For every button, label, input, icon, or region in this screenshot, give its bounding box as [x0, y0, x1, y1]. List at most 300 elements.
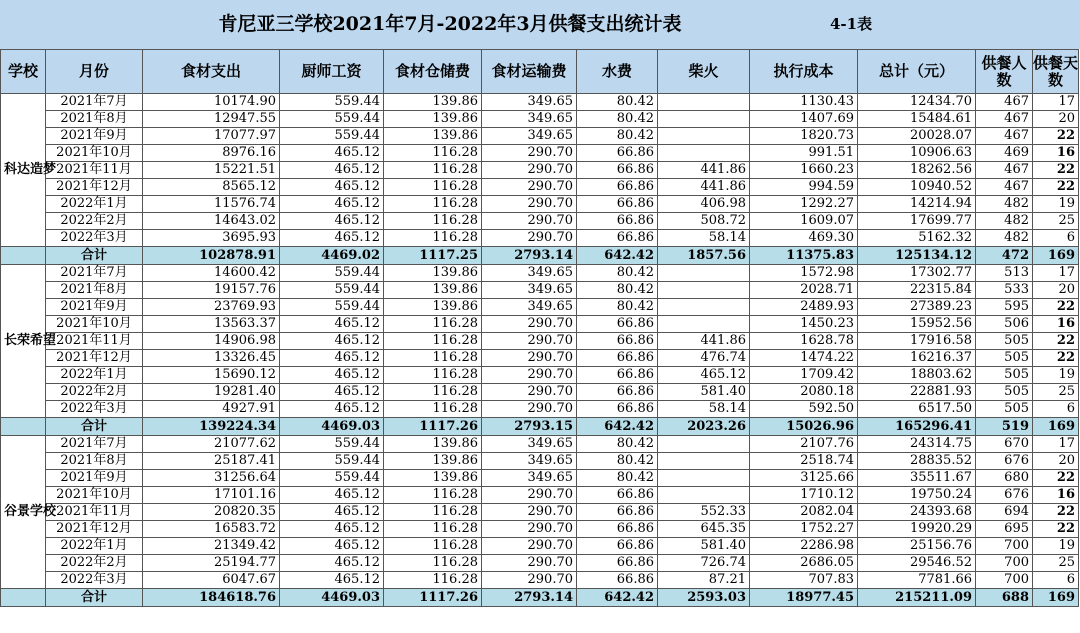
firewood-cell	[658, 145, 750, 162]
meal-days-cell: 16	[1033, 316, 1079, 333]
cook-wage-cell: 559.44	[280, 470, 384, 487]
water-fee-cell: 642.42	[577, 589, 658, 607]
meal-days-cell: 17	[1033, 265, 1079, 282]
food-cost-cell: 21349.42	[143, 538, 280, 555]
storage-fee-cell: 116.28	[384, 230, 482, 247]
meal-days-cell: 17	[1033, 94, 1079, 111]
storage-fee-cell: 1117.25	[384, 247, 482, 265]
header-cell: 厨师工资	[280, 50, 384, 94]
transport-fee-cell: 349.65	[482, 265, 577, 282]
meal-people-cell: 482	[976, 213, 1033, 230]
month-cell: 合计	[46, 247, 143, 265]
storage-fee-cell: 116.28	[384, 384, 482, 401]
month-cell: 2021年9月	[46, 299, 143, 316]
storage-fee-cell: 116.28	[384, 179, 482, 196]
water-fee-cell: 66.86	[577, 162, 658, 179]
food-cost-cell: 31256.64	[143, 470, 280, 487]
exec-cost-cell: 18977.45	[750, 589, 858, 607]
food-cost-cell: 17101.16	[143, 487, 280, 504]
table-row	[1, 179, 1079, 196]
cook-wage-cell: 465.12	[280, 555, 384, 572]
table-body	[1, 94, 1079, 607]
exec-cost-cell: 592.50	[750, 401, 858, 418]
food-cost-cell: 11576.74	[143, 196, 280, 213]
title-bar	[0, 0, 1080, 49]
firewood-cell	[658, 453, 750, 470]
month-cell: 2021年9月	[46, 128, 143, 145]
storage-fee-cell: 116.28	[384, 196, 482, 213]
total-row	[1, 247, 1079, 265]
meal-people-cell: 467	[976, 128, 1033, 145]
firewood-cell: 441.86	[658, 333, 750, 350]
cook-wage-cell: 559.44	[280, 265, 384, 282]
meal-days-cell: 169	[1033, 589, 1079, 607]
meal-people-cell: 505	[976, 333, 1033, 350]
total-cell: 10906.63	[858, 145, 976, 162]
food-cost-cell: 21077.62	[143, 436, 280, 453]
header-cell: 学校	[1, 50, 46, 94]
meal-days-cell: 22	[1033, 350, 1079, 367]
month-cell: 2021年12月	[46, 350, 143, 367]
cook-wage-cell: 559.44	[280, 128, 384, 145]
header-cell: 执行成本	[750, 50, 858, 94]
storage-fee-cell: 139.86	[384, 265, 482, 282]
table-row	[1, 213, 1079, 230]
water-fee-cell: 66.86	[577, 179, 658, 196]
food-cost-cell: 3695.93	[143, 230, 280, 247]
meal-days-cell: 22	[1033, 299, 1079, 316]
meal-people-cell: 467	[976, 179, 1033, 196]
storage-fee-cell: 116.28	[384, 401, 482, 418]
month-cell: 合计	[46, 589, 143, 607]
water-fee-cell: 66.86	[577, 213, 658, 230]
firewood-cell	[658, 282, 750, 299]
exec-cost-cell: 2286.98	[750, 538, 858, 555]
firewood-cell: 645.35	[658, 521, 750, 538]
blank-cell	[1, 247, 46, 265]
cook-wage-cell: 465.12	[280, 196, 384, 213]
total-cell: 22881.93	[858, 384, 976, 401]
water-fee-cell: 80.42	[577, 470, 658, 487]
meal-days-cell: 20	[1033, 453, 1079, 470]
exec-cost-cell: 1450.23	[750, 316, 858, 333]
cook-wage-cell: 559.44	[280, 111, 384, 128]
exec-cost-cell: 2518.74	[750, 453, 858, 470]
water-fee-cell: 66.86	[577, 384, 658, 401]
transport-fee-cell: 290.70	[482, 350, 577, 367]
meal-days-cell: 19	[1033, 367, 1079, 384]
header-cell: 月份	[46, 50, 143, 94]
total-cell: 25156.76	[858, 538, 976, 555]
food-cost-cell: 10174.90	[143, 94, 280, 111]
meal-days-cell: 169	[1033, 247, 1079, 265]
transport-fee-cell: 349.65	[482, 436, 577, 453]
transport-fee-cell: 290.70	[482, 538, 577, 555]
meal-days-cell: 20	[1033, 282, 1079, 299]
month-cell: 2022年1月	[46, 367, 143, 384]
food-cost-cell: 14906.98	[143, 333, 280, 350]
cook-wage-cell: 465.12	[280, 316, 384, 333]
month-cell: 2022年1月	[46, 538, 143, 555]
transport-fee-cell: 290.70	[482, 384, 577, 401]
table-row	[1, 316, 1079, 333]
firewood-cell	[658, 265, 750, 282]
exec-cost-cell: 15026.96	[750, 418, 858, 436]
month-cell: 2021年8月	[46, 453, 143, 470]
food-cost-cell: 19157.76	[143, 282, 280, 299]
exec-cost-cell: 1130.43	[750, 94, 858, 111]
month-cell: 2021年11月	[46, 333, 143, 350]
storage-fee-cell: 116.28	[384, 487, 482, 504]
firewood-cell: 2593.03	[658, 589, 750, 607]
cook-wage-cell: 465.12	[280, 367, 384, 384]
month-cell: 2021年10月	[46, 487, 143, 504]
school-name-cell: 谷景学校	[1, 436, 46, 589]
exec-cost-cell: 11375.83	[750, 247, 858, 265]
exec-cost-cell: 2028.71	[750, 282, 858, 299]
total-cell: 24314.75	[858, 436, 976, 453]
water-fee-cell: 66.86	[577, 333, 658, 350]
total-cell: 20028.07	[858, 128, 976, 145]
firewood-cell: 58.14	[658, 401, 750, 418]
food-cost-cell: 12947.55	[143, 111, 280, 128]
sheet-title: 肯尼亚三学校2021年7月-2022年3月供餐支出统计表	[218, 13, 682, 35]
table-row	[1, 128, 1079, 145]
storage-fee-cell: 116.28	[384, 367, 482, 384]
month-cell: 2021年9月	[46, 470, 143, 487]
food-cost-cell: 15690.12	[143, 367, 280, 384]
transport-fee-cell: 349.65	[482, 299, 577, 316]
meal-people-cell: 700	[976, 555, 1033, 572]
firewood-cell: 441.86	[658, 179, 750, 196]
exec-cost-cell: 1660.23	[750, 162, 858, 179]
firewood-cell: 726.74	[658, 555, 750, 572]
meal-people-cell: 469	[976, 145, 1033, 162]
meal-days-cell: 25	[1033, 384, 1079, 401]
table-row	[1, 487, 1079, 504]
water-fee-cell: 66.86	[577, 401, 658, 418]
meal-days-cell: 22	[1033, 521, 1079, 538]
exec-cost-cell: 1710.12	[750, 487, 858, 504]
storage-fee-cell: 139.86	[384, 436, 482, 453]
exec-cost-cell: 2080.18	[750, 384, 858, 401]
storage-fee-cell: 116.28	[384, 145, 482, 162]
storage-fee-cell: 139.86	[384, 111, 482, 128]
food-cost-cell: 25187.41	[143, 453, 280, 470]
firewood-cell	[658, 299, 750, 316]
meal-people-cell: 519	[976, 418, 1033, 436]
table-row	[1, 333, 1079, 350]
header-cell: 总计（元）	[858, 50, 976, 94]
cook-wage-cell: 559.44	[280, 299, 384, 316]
transport-fee-cell: 290.70	[482, 213, 577, 230]
meal-days-cell: 22	[1033, 333, 1079, 350]
food-cost-cell: 4927.91	[143, 401, 280, 418]
total-cell: 27389.23	[858, 299, 976, 316]
table-row	[1, 367, 1079, 384]
meal-days-cell: 22	[1033, 162, 1079, 179]
cook-wage-cell: 465.12	[280, 401, 384, 418]
meal-people-cell: 533	[976, 282, 1033, 299]
cook-wage-cell: 465.12	[280, 521, 384, 538]
header-row	[1, 50, 1079, 94]
firewood-cell: 581.40	[658, 384, 750, 401]
water-fee-cell: 66.86	[577, 230, 658, 247]
water-fee-cell: 66.86	[577, 555, 658, 572]
month-cell: 2021年8月	[46, 111, 143, 128]
storage-fee-cell: 1117.26	[384, 589, 482, 607]
storage-fee-cell: 139.86	[384, 282, 482, 299]
exec-cost-cell: 1709.42	[750, 367, 858, 384]
header-cell: 供餐人数	[976, 50, 1033, 94]
table-row	[1, 282, 1079, 299]
exec-cost-cell: 1292.27	[750, 196, 858, 213]
storage-fee-cell: 116.28	[384, 555, 482, 572]
month-cell: 2022年1月	[46, 196, 143, 213]
exec-cost-cell: 469.30	[750, 230, 858, 247]
storage-fee-cell: 116.28	[384, 213, 482, 230]
food-cost-cell: 102878.91	[143, 247, 280, 265]
month-cell: 2022年2月	[46, 384, 143, 401]
water-fee-cell: 80.42	[577, 299, 658, 316]
total-cell: 15484.61	[858, 111, 976, 128]
food-cost-cell: 8565.12	[143, 179, 280, 196]
meal-people-cell: 467	[976, 162, 1033, 179]
exec-cost-cell: 707.83	[750, 572, 858, 589]
storage-fee-cell: 116.28	[384, 521, 482, 538]
water-fee-cell: 66.86	[577, 487, 658, 504]
month-cell: 2021年7月	[46, 265, 143, 282]
water-fee-cell: 66.86	[577, 367, 658, 384]
storage-fee-cell: 139.86	[384, 94, 482, 111]
transport-fee-cell: 290.70	[482, 521, 577, 538]
storage-fee-cell: 116.28	[384, 316, 482, 333]
water-fee-cell: 66.86	[577, 521, 658, 538]
meal-days-cell: 6	[1033, 401, 1079, 418]
firewood-cell	[658, 487, 750, 504]
meal-days-cell: 19	[1033, 538, 1079, 555]
table-row	[1, 521, 1079, 538]
firewood-cell	[658, 436, 750, 453]
firewood-cell: 465.12	[658, 367, 750, 384]
month-cell: 2022年3月	[46, 230, 143, 247]
exec-cost-cell: 991.51	[750, 145, 858, 162]
food-cost-cell: 13326.45	[143, 350, 280, 367]
meal-people-cell: 700	[976, 538, 1033, 555]
transport-fee-cell: 290.70	[482, 196, 577, 213]
total-cell: 18803.62	[858, 367, 976, 384]
school-name-cell: 长荣希望	[1, 265, 46, 418]
month-cell: 2021年8月	[46, 282, 143, 299]
cook-wage-cell: 465.12	[280, 504, 384, 521]
water-fee-cell: 80.42	[577, 128, 658, 145]
transport-fee-cell: 349.65	[482, 282, 577, 299]
table-row	[1, 453, 1079, 470]
food-cost-cell: 17077.97	[143, 128, 280, 145]
transport-fee-cell: 290.70	[482, 162, 577, 179]
water-fee-cell: 80.42	[577, 265, 658, 282]
meal-people-cell: 505	[976, 384, 1033, 401]
cook-wage-cell: 465.12	[280, 162, 384, 179]
water-fee-cell: 66.86	[577, 145, 658, 162]
total-cell: 17302.77	[858, 265, 976, 282]
firewood-cell	[658, 111, 750, 128]
table-row	[1, 436, 1079, 453]
meal-people-cell: 694	[976, 504, 1033, 521]
firewood-cell	[658, 94, 750, 111]
table-row	[1, 230, 1079, 247]
water-fee-cell: 80.42	[577, 282, 658, 299]
exec-cost-cell: 3125.66	[750, 470, 858, 487]
cook-wage-cell: 465.12	[280, 145, 384, 162]
transport-fee-cell: 349.65	[482, 111, 577, 128]
transport-fee-cell: 290.70	[482, 555, 577, 572]
water-fee-cell: 80.42	[577, 436, 658, 453]
blank-cell	[1, 589, 46, 607]
firewood-cell: 2023.26	[658, 418, 750, 436]
table-row	[1, 572, 1079, 589]
transport-fee-cell: 349.65	[482, 453, 577, 470]
total-cell: 19750.24	[858, 487, 976, 504]
total-cell: 24393.68	[858, 504, 976, 521]
storage-fee-cell: 116.28	[384, 162, 482, 179]
total-cell: 22315.84	[858, 282, 976, 299]
month-cell: 2021年10月	[46, 145, 143, 162]
exec-cost-cell: 1407.69	[750, 111, 858, 128]
meal-days-cell: 16	[1033, 487, 1079, 504]
cook-wage-cell: 465.12	[280, 572, 384, 589]
transport-fee-cell: 290.70	[482, 401, 577, 418]
total-cell: 19920.29	[858, 521, 976, 538]
storage-fee-cell: 116.28	[384, 572, 482, 589]
food-cost-cell: 16583.72	[143, 521, 280, 538]
firewood-cell: 406.98	[658, 196, 750, 213]
exec-cost-cell: 1572.98	[750, 265, 858, 282]
food-cost-cell: 6047.67	[143, 572, 280, 589]
transport-fee-cell: 290.70	[482, 572, 577, 589]
total-row	[1, 589, 1079, 607]
water-fee-cell: 80.42	[577, 111, 658, 128]
firewood-cell	[658, 316, 750, 333]
transport-fee-cell: 290.70	[482, 367, 577, 384]
month-cell: 2022年2月	[46, 555, 143, 572]
meal-people-cell: 505	[976, 367, 1033, 384]
water-fee-cell: 66.86	[577, 350, 658, 367]
cook-wage-cell: 465.12	[280, 487, 384, 504]
food-cost-cell: 15221.51	[143, 162, 280, 179]
storage-fee-cell: 116.28	[384, 504, 482, 521]
month-cell: 2021年12月	[46, 179, 143, 196]
total-cell: 15952.56	[858, 316, 976, 333]
exec-cost-cell: 1609.07	[750, 213, 858, 230]
total-cell: 16216.37	[858, 350, 976, 367]
water-fee-cell: 66.86	[577, 196, 658, 213]
table-code: 4-1表	[830, 15, 873, 33]
exec-cost-cell: 2107.76	[750, 436, 858, 453]
meal-people-cell: 676	[976, 487, 1033, 504]
meal-days-cell: 169	[1033, 418, 1079, 436]
food-cost-cell: 14643.02	[143, 213, 280, 230]
meal-days-cell: 22	[1033, 179, 1079, 196]
firewood-cell: 1857.56	[658, 247, 750, 265]
meal-people-cell: 505	[976, 350, 1033, 367]
firewood-cell	[658, 470, 750, 487]
header-cell: 柴火	[658, 50, 750, 94]
meal-people-cell: 676	[976, 453, 1033, 470]
storage-fee-cell: 139.86	[384, 299, 482, 316]
water-fee-cell: 642.42	[577, 247, 658, 265]
meal-people-cell: 482	[976, 196, 1033, 213]
total-row	[1, 418, 1079, 436]
cook-wage-cell: 559.44	[280, 453, 384, 470]
table-row	[1, 111, 1079, 128]
header-cell: 水费	[577, 50, 658, 94]
meal-days-cell: 17	[1033, 436, 1079, 453]
firewood-cell: 87.21	[658, 572, 750, 589]
storage-fee-cell: 116.28	[384, 333, 482, 350]
table-row	[1, 384, 1079, 401]
cook-wage-cell: 559.44	[280, 282, 384, 299]
food-cost-cell: 139224.34	[143, 418, 280, 436]
food-cost-cell: 25194.77	[143, 555, 280, 572]
table-row	[1, 265, 1079, 282]
firewood-cell: 508.72	[658, 213, 750, 230]
food-cost-cell: 20820.35	[143, 504, 280, 521]
meal-days-cell: 16	[1033, 145, 1079, 162]
cook-wage-cell: 465.12	[280, 179, 384, 196]
cook-wage-cell: 4469.03	[280, 418, 384, 436]
meal-people-cell: 482	[976, 230, 1033, 247]
transport-fee-cell: 290.70	[482, 316, 577, 333]
header-cell: 供餐天数	[1033, 50, 1079, 94]
water-fee-cell: 80.42	[577, 94, 658, 111]
meal-days-cell: 25	[1033, 555, 1079, 572]
meal-days-cell: 20	[1033, 111, 1079, 128]
exec-cost-cell: 2489.93	[750, 299, 858, 316]
transport-fee-cell: 2793.14	[482, 589, 577, 607]
storage-fee-cell: 1117.26	[384, 418, 482, 436]
header-cell: 食材运输费	[482, 50, 577, 94]
meal-days-cell: 22	[1033, 128, 1079, 145]
exec-cost-cell: 1628.78	[750, 333, 858, 350]
month-cell: 2021年11月	[46, 504, 143, 521]
food-cost-cell: 14600.42	[143, 265, 280, 282]
table-row	[1, 470, 1079, 487]
meal-days-cell: 22	[1033, 504, 1079, 521]
total-cell: 14214.94	[858, 196, 976, 213]
exec-cost-cell: 994.59	[750, 179, 858, 196]
storage-fee-cell: 139.86	[384, 453, 482, 470]
header-cell: 食材支出	[143, 50, 280, 94]
firewood-cell	[658, 128, 750, 145]
meal-days-cell: 6	[1033, 572, 1079, 589]
cook-wage-cell: 4469.03	[280, 589, 384, 607]
water-fee-cell: 66.86	[577, 572, 658, 589]
month-cell: 2022年2月	[46, 213, 143, 230]
transport-fee-cell: 290.70	[482, 333, 577, 350]
total-cell: 215211.09	[858, 589, 976, 607]
meal-people-cell: 680	[976, 470, 1033, 487]
meal-people-cell: 506	[976, 316, 1033, 333]
food-cost-cell: 13563.37	[143, 316, 280, 333]
blank-cell	[1, 418, 46, 436]
exec-cost-cell: 1820.73	[750, 128, 858, 145]
storage-fee-cell: 116.28	[384, 538, 482, 555]
exec-cost-cell: 2082.04	[750, 504, 858, 521]
meal-days-cell: 22	[1033, 470, 1079, 487]
transport-fee-cell: 290.70	[482, 230, 577, 247]
header-cell: 食材仓储费	[384, 50, 482, 94]
